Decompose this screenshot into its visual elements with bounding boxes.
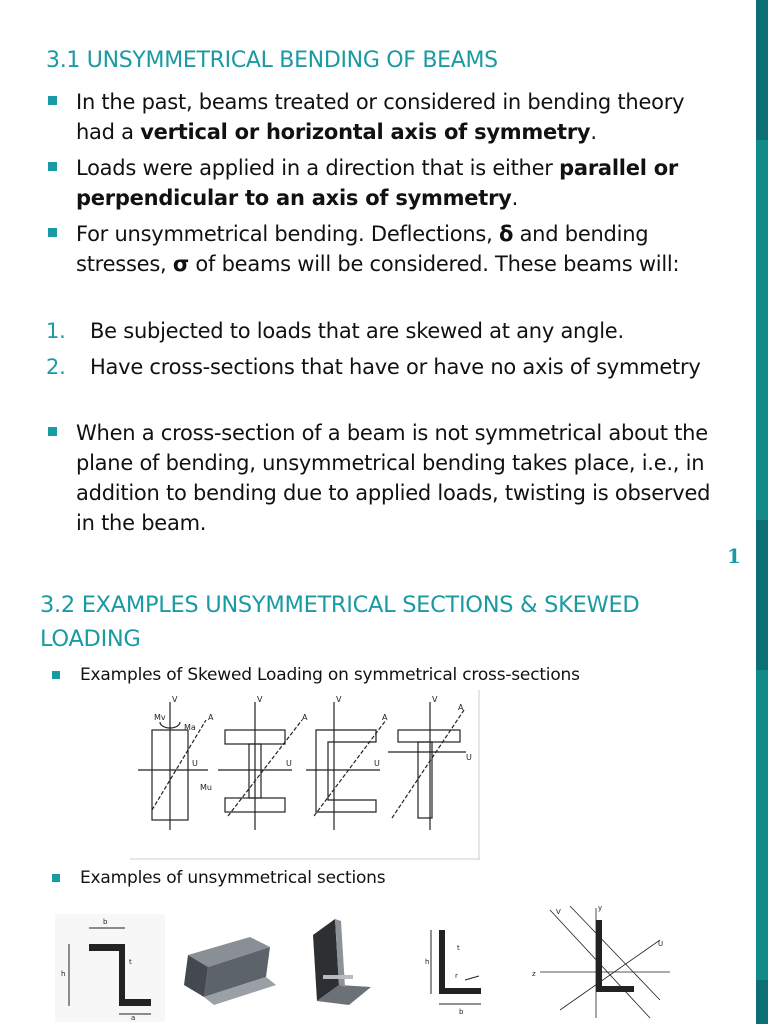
fig-label-t: t	[129, 958, 132, 966]
numbered-text: Be subjected to loads that are skewed at any angle.	[90, 319, 624, 343]
sigma-symbol: σ	[172, 252, 189, 276]
l-section-figure	[425, 918, 505, 1018]
fig-label-v: V	[257, 695, 263, 704]
numbered-item	[46, 316, 726, 346]
accent-segment	[756, 0, 768, 140]
square-bullet-icon	[48, 162, 57, 171]
numbered-text: Have cross-sections that have or have no axis of symmetry	[90, 355, 701, 379]
bullet-text: Loads were applied in a direction that is either	[76, 156, 560, 180]
bullet-text: .	[590, 120, 597, 144]
fig-label-a: A	[208, 713, 214, 722]
fig-label-v: V	[336, 695, 342, 704]
sub-bullet-text: Examples of unsymmetrical sections	[80, 868, 386, 888]
sub-bullet	[52, 665, 580, 685]
square-bullet-icon	[52, 874, 60, 882]
sub-bullet	[52, 868, 385, 888]
fig-label-y: y	[598, 904, 603, 912]
delta-symbol: δ	[498, 222, 514, 246]
accent-segment	[756, 980, 768, 1024]
fig-label-mu: Mu	[200, 783, 212, 792]
fig-label-a: A	[458, 703, 464, 712]
fig-label-v: V	[432, 695, 438, 704]
bullet-text: In the past, beams treated or considered in bending theory had a	[76, 90, 685, 144]
bullet-text: and bending stresses,	[76, 222, 649, 276]
item-number: 2.	[46, 355, 66, 379]
square-bullet-icon	[48, 96, 57, 105]
fig-label-u: U	[374, 759, 380, 768]
square-bullet-icon	[48, 427, 57, 436]
fig-label-a: A	[382, 713, 388, 722]
fig-label-u: U	[658, 940, 664, 948]
sub-bullet-text: Examples of Skewed Loading on symmetrical cross-sections	[80, 665, 580, 685]
fig-label-v: V	[172, 695, 178, 704]
item-number: 1.	[46, 319, 66, 343]
bullet-item	[46, 219, 726, 279]
t-section	[388, 702, 466, 830]
fig-label-u: U	[286, 759, 292, 768]
fig-label-u: U	[466, 753, 472, 762]
bullet-bold-text: vertical or horizontal axis of symmetry	[140, 120, 591, 144]
angle-section-photo	[305, 915, 375, 1015]
fig-label-z: z	[532, 970, 536, 978]
fig-label-a: a	[131, 1014, 136, 1022]
fig-label-mv: Mv	[154, 713, 166, 722]
bullet-bold-text: parallel or perpendicular to an axis of symmetry	[76, 156, 679, 210]
fig-label-r: r	[455, 972, 458, 980]
principal-axes-figure	[530, 900, 680, 1020]
bullet-text: When a cross-section of a beam is not symmetrical about the plane of bending, unsymmetrical bending takes place, i.e., in addition to bending due to applied loads, twisting is observed in the beam.	[76, 421, 711, 535]
numbered-item	[46, 352, 726, 382]
bullet-item	[46, 418, 726, 538]
square-bullet-icon	[52, 671, 60, 679]
accent-bar	[756, 0, 768, 1024]
fig-label-h: h	[425, 958, 430, 966]
section-heading-3-1: 3.1 UNSYMMETRICAL BENDING OF BEAMS	[46, 48, 498, 73]
page-number: 1	[727, 544, 741, 568]
fig-label-ma: Ma	[184, 723, 196, 732]
fig-label-v: V	[556, 908, 561, 916]
fig-label-u: U	[192, 759, 198, 768]
bullet-item	[46, 153, 726, 213]
fig-label-h: h	[61, 970, 66, 978]
z-section-figure	[55, 914, 165, 1022]
bullet-text: For unsymmetrical bending. Deflections,	[76, 222, 499, 246]
fig-label-b: b	[103, 918, 108, 926]
accent-segment	[756, 520, 768, 670]
square-bullet-icon	[48, 228, 57, 237]
section-heading-3-2: 3.2 EXAMPLES UNSYMMETRICAL SECTIONS & SKEWED LOADING	[40, 592, 640, 652]
bullet-item	[46, 87, 726, 147]
fig-label-a: A	[302, 713, 308, 722]
bullet-text: .	[511, 186, 519, 210]
fig-label-t: t	[457, 944, 460, 952]
z-channel-photo	[180, 915, 282, 1015]
bullet-text: of beams will be considered. These beams will:	[188, 252, 680, 276]
fig-label-b: b	[459, 1008, 464, 1016]
skewed-loading-figure	[130, 690, 480, 860]
